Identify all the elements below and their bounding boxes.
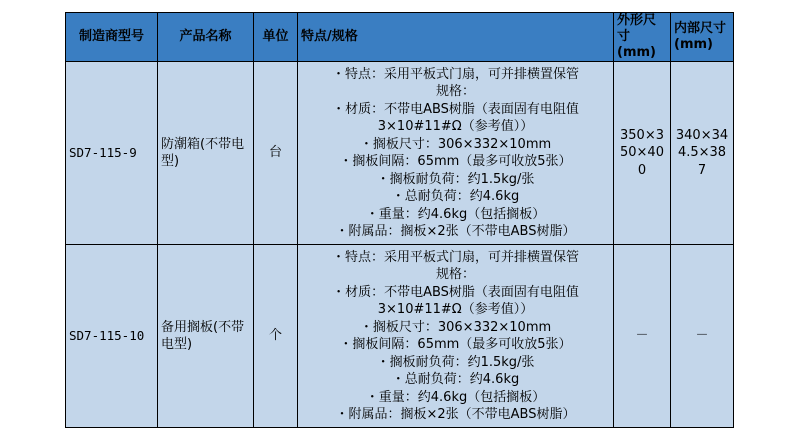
spec-line: ・附属品：搁板×2张（不带电ABS树脂）: [335, 407, 576, 422]
header-row: [66, 13, 734, 62]
spec-line: ・特点：采用平板式门扇，可并排横置保管: [331, 66, 579, 82]
spec-line: 规格：: [435, 84, 475, 99]
spec-line: 3×10#11#Ω（参考值））: [377, 302, 534, 317]
outer-dim-cell: －: [614, 245, 671, 428]
spec-line: ・搁板间隔：65mm（最多可收放5张）: [339, 337, 572, 352]
spec-line: ・搁板耐负荷：约1.5kg/张: [376, 354, 535, 370]
header-inner-dim: 内部尺寸(mm): [671, 13, 734, 62]
model-cell: SD7-115-9: [66, 62, 158, 245]
spec-line: ・附属品：搁板×2张（不带电ABS树脂）: [335, 224, 576, 239]
product-table: [65, 12, 734, 428]
spec-line: ・总耐负荷：约4.6kg: [391, 189, 520, 204]
spec-line: ・搁板尺寸：306×332×10mm: [359, 319, 552, 335]
header-model: 制造商型号: [66, 13, 158, 62]
inner-dim-cell: 340×344.5×387: [671, 62, 734, 245]
spec-line: ・重量：约4.6kg（包括搁板）: [365, 206, 546, 222]
spec-line: 规格：: [435, 267, 475, 282]
header-product-name: 产品名称: [158, 13, 254, 62]
model-cell: SD7-115-10: [66, 245, 158, 428]
spec-line: ・重量：约4.6kg（包括搁板）: [365, 389, 546, 405]
header-spec: 特点/规格: [298, 13, 614, 62]
table-row: [66, 62, 734, 245]
header-unit: 单位: [254, 13, 298, 62]
product-name-cell: 备用搁板(不带电型): [158, 245, 254, 428]
spec-line: ・搁板耐负荷：约1.5kg/张: [376, 171, 535, 187]
spec-line: ・搁板尺寸：306×332×10mm: [359, 136, 552, 152]
inner-dim-cell: －: [671, 245, 734, 428]
header-outer-dim: 外形尺寸(mm): [614, 13, 671, 62]
outer-dim-cell: 350×350×400: [614, 62, 671, 245]
spec-line: 3×10#11#Ω（参考值））: [377, 119, 534, 134]
spec-line: ・材质：不带电ABS树脂（表面固有电阻值: [332, 101, 579, 117]
spec-line: ・总耐负荷：约4.6kg: [391, 372, 520, 387]
table-row: [66, 245, 734, 428]
spec-line: ・搁板间隔：65mm（最多可收放5张）: [339, 154, 572, 169]
spec-cell: [298, 245, 614, 428]
product-name-cell: 防潮箱(不带电型): [158, 62, 254, 245]
spec-line: ・特点：采用平板式门扇，可并排横置保管: [331, 249, 579, 265]
unit-cell: 台: [254, 62, 298, 245]
spec-line: ・材质：不带电ABS树脂（表面固有电阻值: [332, 284, 579, 300]
spec-cell: [298, 62, 614, 245]
unit-cell: 个: [254, 245, 298, 428]
